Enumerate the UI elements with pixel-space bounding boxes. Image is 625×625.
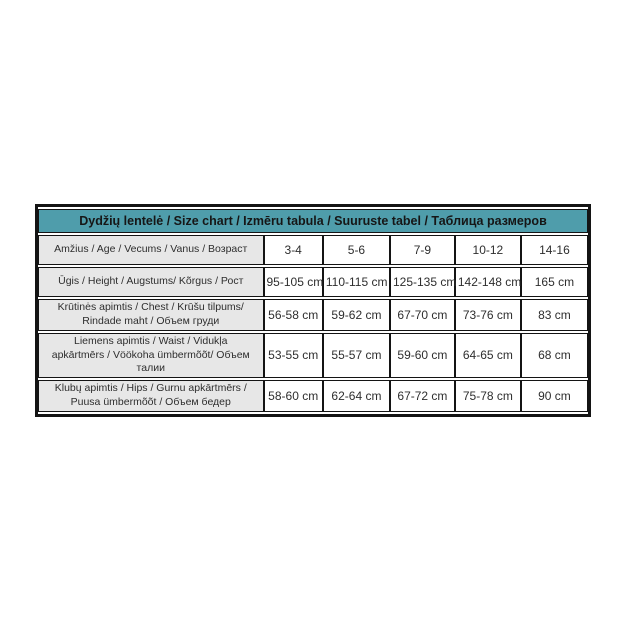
size-value-cell: 75-78 cm (455, 380, 521, 412)
size-value-cell: 83 cm (521, 299, 588, 331)
size-value-cell: 59-60 cm (390, 333, 455, 378)
size-value-cell: 53-55 cm (264, 333, 323, 378)
title-row (38, 209, 588, 233)
table-row-waist (38, 333, 588, 378)
size-value-cell: 3-4 (264, 235, 323, 265)
row-label-cell: Ūgis / Height / Augstums/ Kõrgus / Рост (38, 267, 264, 297)
size-value-cell: 67-72 cm (390, 380, 455, 412)
size-value-cell: 5-6 (323, 235, 390, 265)
size-value-cell: 64-65 cm (455, 333, 521, 378)
size-chart (38, 207, 588, 414)
size-value-cell: 7-9 (390, 235, 455, 265)
size-value-cell: 68 cm (521, 333, 588, 378)
size-value-cell: 73-76 cm (455, 299, 521, 331)
table-row-chest (38, 299, 588, 331)
size-chart-table (35, 204, 591, 417)
table-row-age (38, 235, 588, 265)
size-value-cell: 62-64 cm (323, 380, 390, 412)
size-value-cell: 110-115 cm (323, 267, 390, 297)
size-value-cell: 142-148 cm (455, 267, 521, 297)
size-value-cell: 90 cm (521, 380, 588, 412)
table-row-hips (38, 380, 588, 412)
size-value-cell: 67-70 cm (390, 299, 455, 331)
row-label-cell: Amžius / Age / Vecums / Vanus / Возраст (38, 235, 264, 265)
row-label-cell: Klubų apimtis / Hips / Gurnu apkārtmērs / Puusa ümbermõõt / Объем бедер (38, 380, 264, 412)
size-value-cell: 56-58 cm (264, 299, 323, 331)
size-value-cell: 59-62 cm (323, 299, 390, 331)
table-row-height (38, 267, 588, 297)
size-value-cell: 58-60 cm (264, 380, 323, 412)
size-value-cell: 10-12 (455, 235, 521, 265)
row-label-cell: Liemens apimtis / Waist / Vidukļa apkārtmērs / Vöökoha ümbermõõt/ Объем талии (38, 333, 264, 378)
size-value-cell: 55-57 cm (323, 333, 390, 378)
row-label-cell: Krūtinės apimtis / Chest / Krūšu tilpums/ Rindade maht / Объем груди (38, 299, 264, 331)
size-value-cell: 14-16 (521, 235, 588, 265)
size-chart-title: Dydžių lentelė / Size chart / Izmēru tabula / Suuruste tabel / Таблица размеров (38, 209, 588, 233)
size-value-cell: 125-135 cm (390, 267, 455, 297)
size-value-cell: 95-105 cm (264, 267, 323, 297)
size-value-cell: 165 cm (521, 267, 588, 297)
